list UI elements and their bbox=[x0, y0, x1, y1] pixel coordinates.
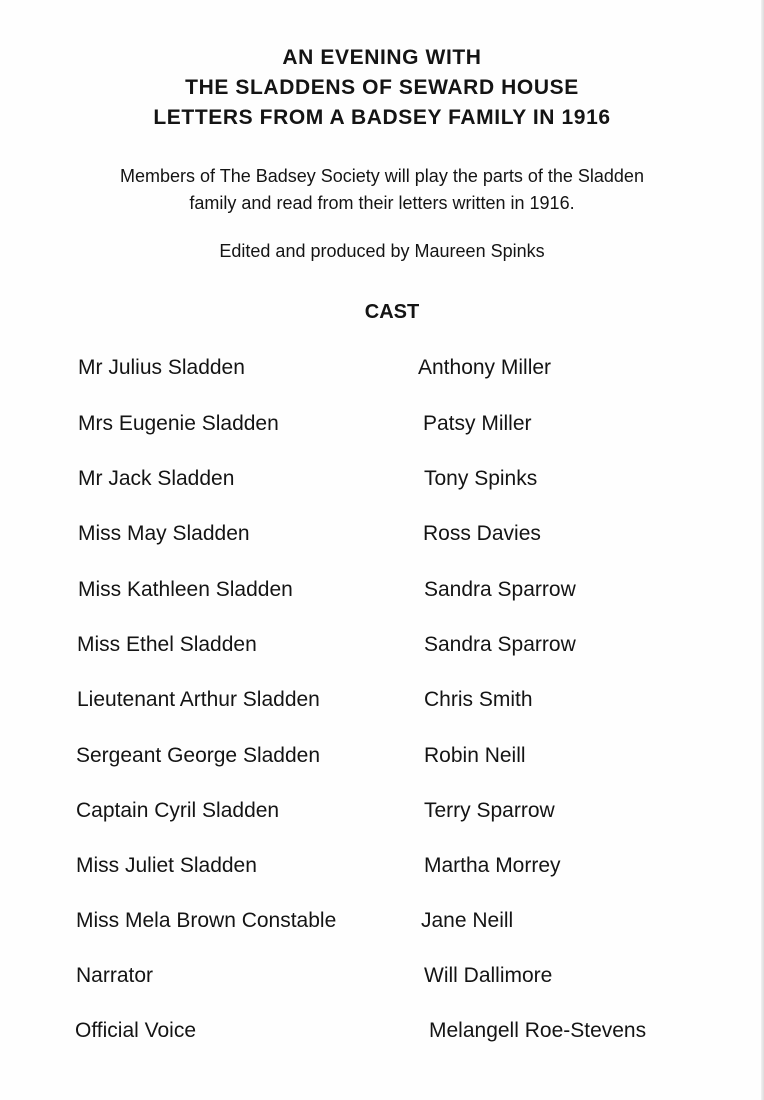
role-name: Mr Jack Sladden bbox=[78, 467, 235, 490]
cast-row bbox=[0, 522, 764, 552]
cast-heading: CAST bbox=[364, 301, 420, 323]
cast-row bbox=[0, 688, 764, 718]
role-name: Miss Ethel Sladden bbox=[77, 633, 257, 656]
cast-row bbox=[0, 1019, 764, 1049]
actor-name: Sandra Sparrow bbox=[424, 633, 576, 656]
role-name: Mrs Eugenie Sladden bbox=[78, 412, 279, 435]
cast-row bbox=[0, 909, 764, 939]
actor-name: Anthony Miller bbox=[418, 356, 552, 379]
cast-row bbox=[0, 964, 764, 994]
role-name: Miss Juliet Sladden bbox=[76, 854, 257, 877]
actor-name: Robin Neill bbox=[424, 744, 526, 767]
cast-row bbox=[0, 578, 764, 608]
intro-line-1: Members of The Badsey Society will play the parts of the Sladden bbox=[120, 166, 644, 186]
cast-row bbox=[0, 854, 764, 884]
role-name: Miss Kathleen Sladden bbox=[78, 578, 293, 601]
role-name: Miss Mela Brown Constable bbox=[76, 909, 337, 932]
role-name: Sergeant George Sladden bbox=[76, 744, 321, 767]
title-line-2: THE SLADDENS OF SEWARD HOUSE bbox=[185, 76, 579, 99]
actor-name: Chris Smith bbox=[424, 688, 533, 711]
actor-name: Terry Sparrow bbox=[424, 799, 555, 822]
cast-row bbox=[0, 356, 764, 386]
actor-name: Will Dallimore bbox=[424, 964, 553, 987]
role-name: Official Voice bbox=[75, 1019, 197, 1042]
role-name: Captain Cyril Sladden bbox=[76, 799, 280, 822]
role-name: Lieutenant Arthur Sladden bbox=[77, 688, 320, 711]
actor-name: Sandra Sparrow bbox=[424, 578, 576, 601]
cast-row bbox=[0, 633, 764, 663]
actor-name: Martha Morrey bbox=[424, 854, 561, 877]
actor-name: Tony Spinks bbox=[424, 467, 538, 490]
actor-name: Patsy Miller bbox=[423, 412, 532, 435]
actor-name: Ross Davies bbox=[423, 522, 541, 545]
intro-line-2: family and read from their letters written in 1916. bbox=[189, 193, 575, 213]
role-name: Mr Julius Sladden bbox=[78, 356, 245, 379]
cast-row bbox=[0, 412, 764, 442]
cast-row bbox=[0, 799, 764, 829]
actor-name: Melangell Roe-Stevens bbox=[429, 1019, 647, 1042]
title-line-1: AN EVENING WITH bbox=[282, 46, 482, 69]
editor-credit: Edited and produced by Maureen Spinks bbox=[219, 241, 545, 261]
cast-row bbox=[0, 467, 764, 497]
role-name: Miss May Sladden bbox=[78, 522, 250, 545]
title-line-3: LETTERS FROM A BADSEY FAMILY IN 1916 bbox=[153, 106, 611, 129]
cast-row bbox=[0, 744, 764, 774]
role-name: Narrator bbox=[76, 964, 154, 987]
actor-name: Jane Neill bbox=[421, 909, 514, 932]
